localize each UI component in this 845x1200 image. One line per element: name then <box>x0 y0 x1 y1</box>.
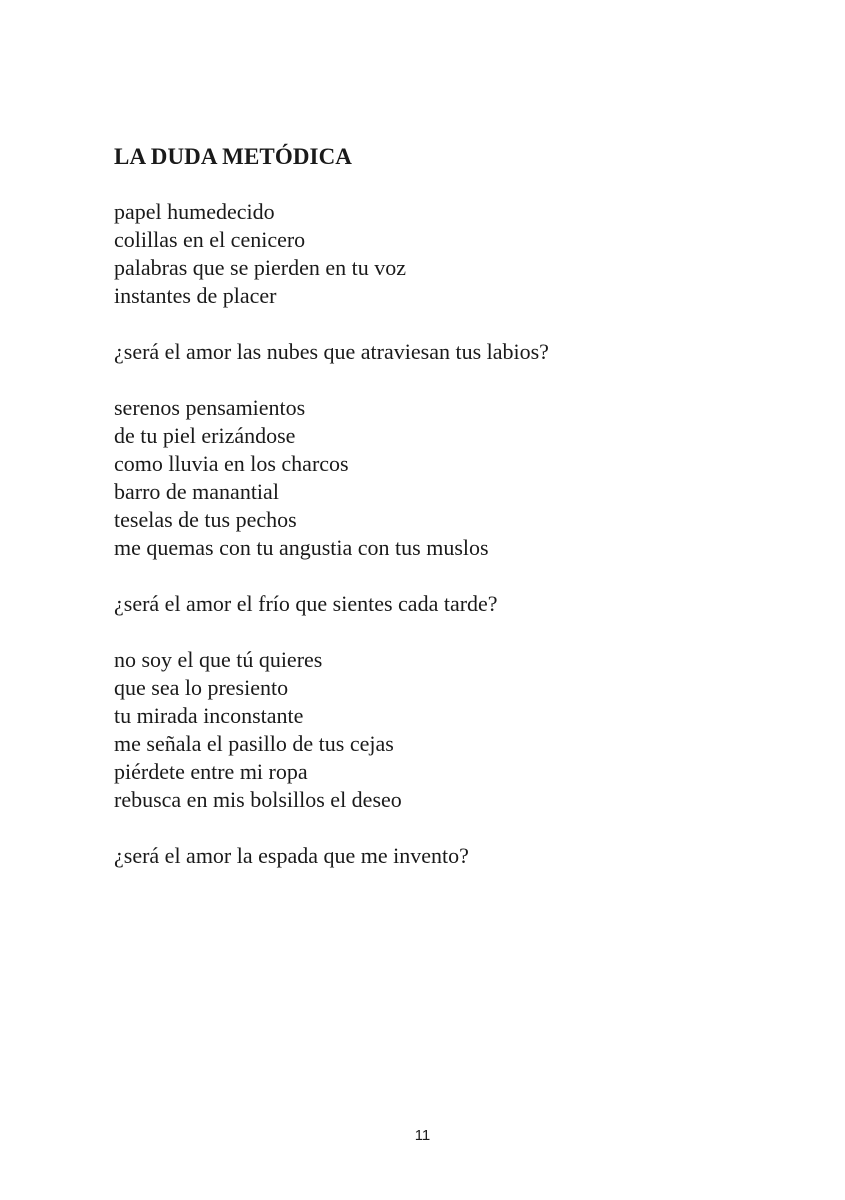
poem-line: papel humedecido <box>114 199 275 224</box>
poem-line: ¿será el amor el frío que sientes cada tarde? <box>114 591 498 616</box>
stanza-6 <box>114 842 814 870</box>
stanza-1 <box>114 198 814 310</box>
page-number: 11 <box>414 1127 431 1144</box>
poem-line: rebusca en mis bolsillos el deseo <box>114 787 402 812</box>
poem-line: no soy el que tú quieres <box>114 647 323 672</box>
poem-line: tu mirada inconstante <box>114 703 304 728</box>
stanza-3 <box>114 394 814 562</box>
poem-line: que sea lo presiento <box>114 675 289 700</box>
poem-line: piérdete entre mi ropa <box>114 759 308 784</box>
stanza-5 <box>114 646 814 814</box>
stanza-4 <box>114 590 814 618</box>
poem-line: palabras que se pierden en tu voz <box>114 255 406 280</box>
poem-line: me señala el pasillo de tus cejas <box>114 731 394 756</box>
poem-line: ¿será el amor la espada que me invento? <box>114 843 469 868</box>
poem-line: de tu piel erizándose <box>114 423 296 448</box>
poem-line: serenos pensamientos <box>114 395 306 420</box>
poem-body <box>114 198 814 898</box>
poem-line: colillas en el cenicero <box>114 227 306 252</box>
poem-line: instantes de placer <box>114 283 277 308</box>
poem-title: LA DUDA METÓDICA <box>114 144 353 169</box>
poem-line: me quemas con tu angustia con tus muslos <box>114 535 489 560</box>
poem-line: barro de manantial <box>114 479 279 504</box>
poem-line: teselas de tus pechos <box>114 507 297 532</box>
poem-line: ¿será el amor las nubes que atraviesan tus labios? <box>114 339 549 364</box>
stanza-2 <box>114 338 814 366</box>
poem-line: como lluvia en los charcos <box>114 451 349 476</box>
